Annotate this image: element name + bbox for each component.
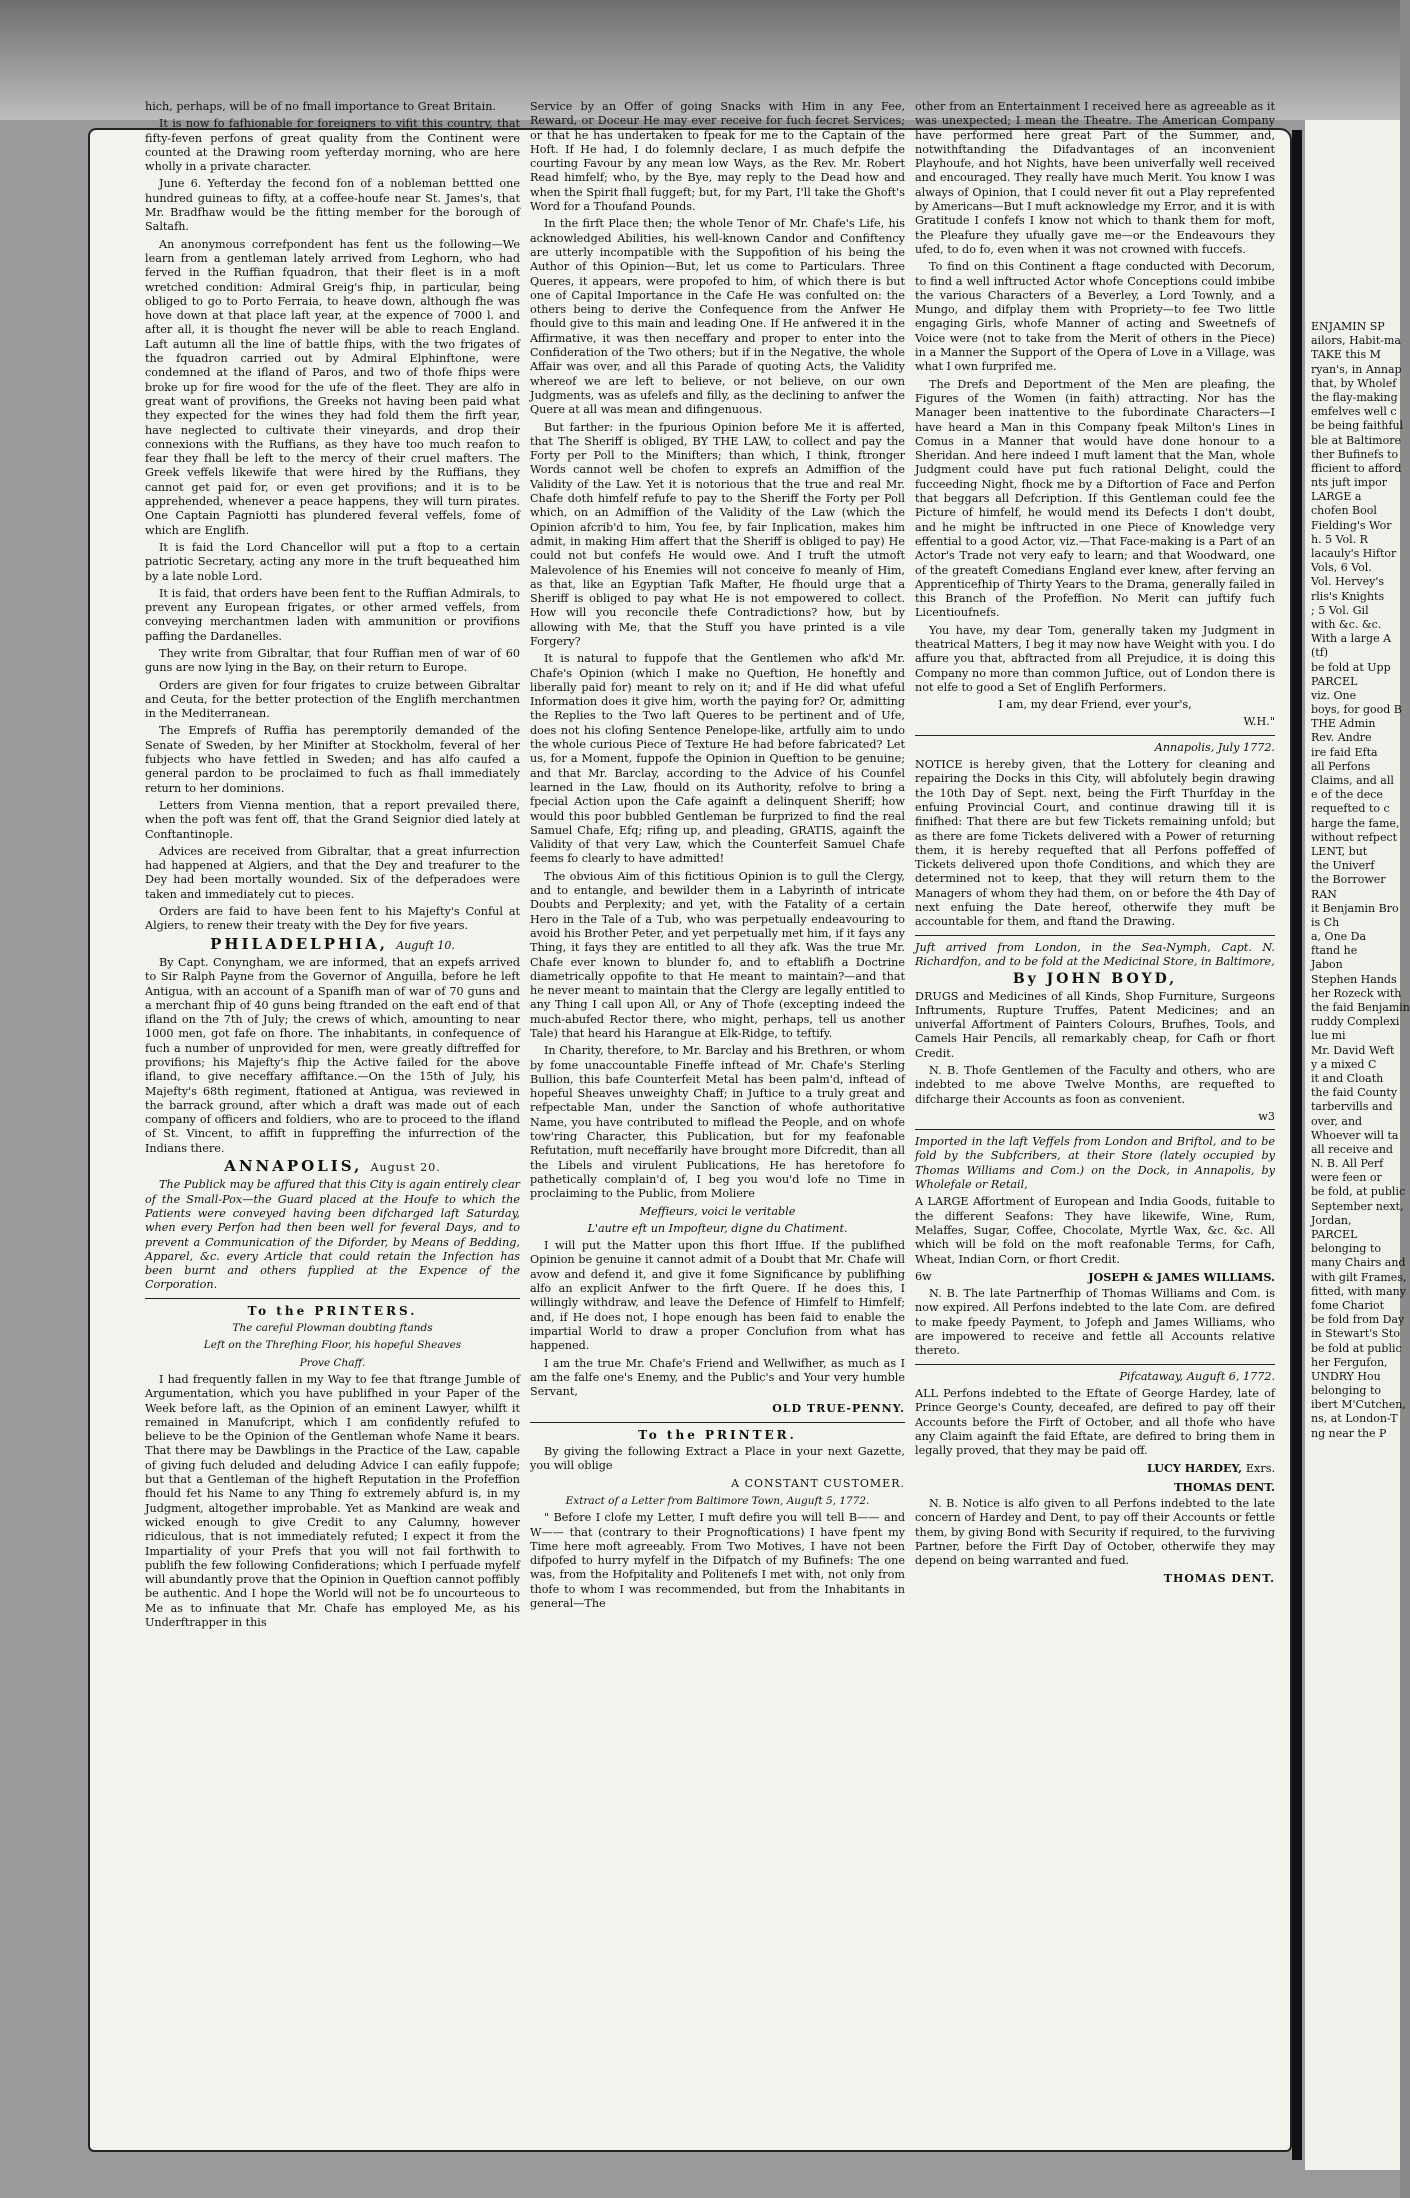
executor-name: LUCY HARDEY,: [1146, 1461, 1242, 1476]
article-text: hich, perhaps, will be of no fmall importance to Great Britain.: [145, 100, 496, 113]
divider: [915, 1129, 1275, 1130]
executor-line: [915, 1461, 1275, 1476]
adjacent-page-line: with &c. &c.: [1311, 617, 1382, 631]
adjacent-page-line: lacauly's Hiftor: [1311, 547, 1397, 560]
adjacent-page-line: ire faid Efta: [1311, 745, 1378, 759]
adjacent-page-line: many Chairs and: [1311, 1256, 1406, 1270]
advert-text: A LARGE Affortment of European and India Goods, fuitable to the different Seafons: They have likewife, Wine, Rum, Melaffes, Sugar, Coffee, Chocolate, Myrtle Wax, &c. &c. All which will be fold on the moft reafonable Terms, for Cafh, Wheat, Indian Corn, or fhort Credit.: [915, 1195, 1275, 1266]
article-text: Service by an Offer of going Snacks with Him in any Fee, Reward, or Doceur He may ever receive for fuch fecret Services; or that he has undertaken to fpeak for me to the Captain of the Hoft. If He had, I do folemnly declare, I as much defpife the courting Favour by any mean low Ways, as the Rev. Mr. Robert Read himfelf; who, by the Bye, may reply to the Dead how and when the Spirit fhall fuggeft; but, for my Part, I'll take the Ghoft's Word for a Thoufand Pounds.: [530, 100, 905, 214]
adjacent-page-line: without refpect: [1311, 830, 1398, 844]
adjacent-page-line: is Ch: [1311, 915, 1340, 929]
article-text: The Emprefs of Ruffia has peremptorily demanded of the Senate of Sweden, by her Minifter at Stockholm, feveral of her fubjects who have fettled in Sweden; and has alfo caufed a general pardon to be proclaimed to fuch as fhall immediately return to her dominions.: [145, 724, 520, 795]
article-text: An anonymous correfpondent has fent us the following—We learn from a gentleman lately arrived from Leghorn, who had ferved in the Ruffian fquadron, that their fleet is in a moft wretched condition: Admiral Greig's fhip, in particular, being obliged to go to Porto Ferraia, to heave down, although fhe was hove down at that place laft year, at the expence of 7000 l. and after all, it is thought fhe never will be able to reach England. Laft autumn all the line of battle fhips, with the two frigates of the fquadron carried out by Admiral Elphinftone, were condemned at the ifland of Paros, and two of thofe fhips were broke up for fire wood for the ufe of the fleet. They are alfo in great want of provifions, the Greeks not having been paid what they expected for the wines they had fold them the firft year, have neglected to cultivate their vineyards, and drop their connexions with the Ruffians, as they have too much reafon to fear they fhall be left to the mercy of their cruel mafters. The Greek veffels likewife that were hired by the Ruffians, they cannot get paid for, or even get provifions; and it is to be apprehended, whenever a peace happens, they will turn pirates. One Captain Pagniotti has plundered feveral veffels, fome of which are Englifh.: [145, 237, 520, 537]
signature: THOMAS DENT.: [1163, 1571, 1275, 1585]
article-text: I had frequently fallen in my Way to fee that ftrange Jumble of Argumentation, which you have publifhed in your Paper of the Week before laft, as the Opinion of an eminent Lawyer, whilft it remained in Manufcript, which I am confidently refufed to believe to be the Opinion of the Gentleman whofe Name it bears. That there may be Dawblings in the Practice of the Law, capable of giving fuch deluded and deluding Advice I can eafily fuppofe; but that a Gentleman of the higheft Reputation in the Profeffion fhould fet his Name to any Thing fo extremely abfurd is, in my Judgment, altogether improbable. Yet as Mankind are weak and wicked enough to give Credit to any Calumny, however ridiculous, that is not immediately refuted; I expect it from the Impartiality of your Prefs that you will not fail forthwith to publifh the few following Confiderations; which I perfuade myfelf will abundantly prove that the Opinion in Queftion cannot poffibly be authentic. And I hope the World will not be fo uncourteous to Me as to infinuate that Mr. Chafe has employed Me, as his Underftrapper in this: [145, 1372, 520, 1629]
adjacent-page-line: belonging to: [1311, 1242, 1382, 1256]
adjacent-page-line: her Fergufon,: [1311, 1355, 1388, 1369]
adjacent-page-line: the Univerf: [1311, 859, 1375, 873]
adjacent-page-line: be fold at Upp: [1311, 660, 1391, 674]
section-heading: To the PRINTERS.: [247, 1303, 418, 1318]
adjacent-page-line: lue mi: [1311, 1029, 1346, 1043]
adjacent-page-line: be fold at public: [1311, 1341, 1402, 1355]
dateline-heading: [145, 1159, 520, 1175]
article-text: By giving the following Extract a Place in your next Gazette, you will oblige: [530, 1445, 905, 1473]
advert-intro: Imported in the laft Veffels from London and Briftol, and to be fold by the Subfcribers, at their Store (lately occupied by Thomas Williams and Com.) on the Dock, in Annapolis, by Wholefale or Retail,: [915, 1135, 1275, 1192]
adjacent-page-line: Fielding's Wor: [1311, 518, 1392, 532]
city-name: ANNAPOLIS,: [224, 1157, 363, 1176]
adjacent-page-line: With a large A: [1311, 632, 1392, 646]
adjacent-page-line: it and Cloath: [1311, 1071, 1384, 1085]
signature: W.H.": [1243, 715, 1275, 729]
dateline: Annapolis, July 1772.: [1154, 740, 1275, 754]
adjacent-page-line: ng near the P: [1311, 1426, 1387, 1440]
quote-line: L'autre eft un Impofteur, digne du Chatiment.: [587, 1221, 848, 1235]
article-text: They write from Gibraltar, that four Ruffian men of war of 60 guns are now lying in the Bay, on their return to Europe.: [145, 646, 520, 675]
adjacent-page-line: Mr. David Weft: [1311, 1043, 1395, 1057]
adjacent-page-line: tarbervills and: [1311, 1100, 1393, 1114]
adjacent-page-line: that, by Wholef: [1311, 376, 1397, 390]
adjacent-page-line: it Benjamin Bro: [1311, 901, 1399, 915]
adjacent-page-line: ns, at London-T: [1311, 1412, 1398, 1426]
adjacent-page-line: all Perfons: [1311, 759, 1371, 773]
city-name: PHILADELPHIA,: [210, 934, 389, 953]
article-text: To find on this Continent a ftage conducted with Decorum, to find a well inftructed Actor whofe Conceptions could imbibe the various Characters of a Beverley, a Lord Townly, and a Mungo, and difplay them with Propriety—to fee Two little engaging Girls, whofe Manner of acting and Sweetnefs of Voice were (not to take from the Merit of others in the Piece) in a Manner the Support of the Opera of Love in a Village, was what I own furprifed me.: [915, 260, 1275, 374]
advert-signoff: [915, 1270, 1275, 1284]
adjacent-page-line: rlis's Knights: [1311, 589, 1385, 603]
adjacent-page-line: be fold, at public: [1311, 1185, 1406, 1199]
advertiser-name: By JOHN BOYD,: [1012, 971, 1178, 988]
adjacent-page-line: September next,: [1311, 1199, 1404, 1213]
adjacent-page-line: PARCEL: [1311, 674, 1358, 688]
advert-text: N. B. Thofe Gentlemen of the Faculty and others, who are indebted to me above Twelve Months, are requefted to difcharge their Accounts as foon as convenient.: [915, 1064, 1275, 1106]
notice-text: ALL Perfons indebted to the Eftate of George Hardey, late of Prince George's County, deceafed, are defired to pay off their Accounts before the Firft of October, and all thofe who have any Claim againft the faid Eftate, are defired to bring them in legally proved, that they may be paid off.: [915, 1386, 1275, 1458]
adjacent-page-line: the faid Benjamin: [1311, 1001, 1410, 1014]
divider: [530, 1422, 905, 1423]
adjacent-page-line: LENT, but: [1311, 844, 1368, 858]
adjacent-page-line: LARGE a: [1311, 490, 1362, 504]
adjacent-page-line: ryan's, in Annap: [1311, 362, 1402, 376]
adjacent-page-line: N. B. All Perf: [1311, 1157, 1384, 1171]
adjacent-page-line: Claims, and all: [1311, 774, 1394, 787]
adjacent-page-line: fome Chariot: [1311, 1298, 1385, 1312]
adjacent-page-line: Vols, 6 Vol.: [1311, 561, 1372, 575]
adjacent-page-line: requefted to c: [1311, 802, 1390, 816]
article-text: In Charity, therefore, to Mr. Barclay and his Brethren, or whom by fome unaccountable Fineffe inftead of Mr. Chafe's Sterling Bullion, this bafe Counterfeit Metal has been palm'd, inftead of hopeful Sheaves unweighty Chaff; in Juftice to a truly great and refpectable Man, under the Sanction of whofe authoritative Name, you have contributed to miflead the People, and on whofe tow'ring Character, this Publication, but for my feafonable Refutation, muft neceffarily have brought more Difcredit, than all the Libels and virulent Publications, He has heretofore fo pathetically complain'd of, I beg you wou'd lofe no Time in proclaiming to the Public, from Moliere: [530, 1044, 905, 1201]
advert-intro: Juft arrived from London, in the Sea-Nymph, Capt. N. Richardfon, and to be fold at the Medicinal Store, in Baltimore,: [915, 940, 1275, 968]
adjacent-page-line: UNDRY Hou: [1311, 1369, 1381, 1383]
adjacent-page-line: belonging to: [1311, 1384, 1382, 1398]
signature: OLD TRUE-PENNY.: [772, 1402, 905, 1416]
adjacent-page-line: Jordan,: [1311, 1213, 1352, 1227]
article-text: In the firft Place then; the whole Tenor of Mr. Chafe's Life, his acknowledged Abilities, his well-known Candor and Confiftency are utterly incompatible with the Suppofition of his being the Author of this Opinion—But, let us come to Particulars. Three Queres, it appears, were propofed to him, of which there is but one of Capital Importance in the Cafe He was confulted on: the others being to derive the Confequence from the Anfwer He fhould give to this main and leading One. If He anfwered it in the Affirmative, it was then neceffary and proper to enter into the Confideration of the Two others; but if in the Negative, the whole Affair was over, and all this Parade of quoting Acts, the Validity whereof we are left to believe, or not believe, on our own Judgments, was as ufelefs and filly, as the declining to anfwer the Quere at all was mean and difingenuous.: [530, 217, 905, 417]
adjacent-page-line: TAKE this M: [1311, 348, 1381, 362]
section-heading: To the PRINTER.: [638, 1427, 797, 1442]
adjacent-page-line: y a mixed C: [1311, 1057, 1377, 1071]
adjacent-page-line: were feen or: [1311, 1171, 1382, 1185]
adjacent-page-line: her Rozeck with: [1311, 986, 1402, 1000]
divider: [915, 1364, 1275, 1365]
article-text: I am the true Mr. Chafe's Friend and Wellwifher, as much as I am the falfe one's Enemy, and the Public's and Your very humble Servant,: [530, 1356, 905, 1399]
article-text: But farther: in the fpurious Opinion before Me it is afferted, that The Sheriff is obliged, BY THE LAW, to collect and pay the Forty per Poll to the Minifters; than which, I think, ftronger Words cannot well be chofen to exprefs an Admiffion of the Validity of the Law. Yet it is notorious that the true and real Mr. Chafe doth himfelf refufe to pay to the Sheriff the Forty per Poll which, on an Admiffion of the Validity of the Law (which the Opinion afcrib'd to him, You fee, by fair Inplication, makes him admit, in making Him affert that the Sheriff is obliged to pay) He could not but confefs He would owe. And I truft the utmoft Malevolence of his Enemies will not conceive fo meanly of Him, as that, like an Egyptian Tafk Mafter, He fhould urge that a Sheriff is obliged to pay what He is not empowered to collect. How will you reconcile thefe Contradictions? how, but by allowing with Me, that the Stuff you have printed is a vile Forgery?: [530, 420, 905, 648]
article-text: By Capt. Conyngham, we are informed, that an expefs arrived to Sir Ralph Payne from the Governor of Anguilla, before he left Antigua, with an account of a Spanifh man of war of 70 guns and a merchant fhip of 40 guns being ftranded on the eaft end of that ifland on the 7th of July; the crews of which, amounting to near 1000 men, got fafe on fhore. The inhabitants, in confequence of fuch a number of unprovided for men, were greatly diftreffed for provifions; his Majefty's fhip the Active failed for the above ifland, to give neceffary affiftance.—On the 15th of July, his Majefty's 68th regiment, ftationed at Antigua, was reviewed in the barrack ground, after which a draft was made out of each company of officers and foldiers, who are to proceed to the ifland of St. Vincent, to affift in fuppreffing the infurrection of the Indians there.: [145, 955, 520, 1155]
extract-heading: Extract of a Letter from Baltimore Town, Auguft 5, 1772.: [565, 1494, 870, 1507]
adjacent-page-line: over, and: [1311, 1114, 1363, 1128]
adjacent-page-line: the Borrower: [1311, 873, 1386, 887]
adjacent-page-line: chofen Bool: [1311, 504, 1377, 518]
adjacent-page-line: be fold from Day: [1311, 1313, 1405, 1327]
article-text: It is faid the Lord Chancellor will put a ftop to a certain patriotic Secretary, acting any more in the truft bequeathed him by a late noble Lord.: [145, 540, 520, 583]
adjacent-page-line: ; 5 Vol. Gil: [1311, 603, 1369, 617]
motto-line: The careful Plowman doubting ftands: [232, 1322, 433, 1335]
article-text: " Before I clofe my Letter, I muft defire you will tell B—— and W—— that (contrary to their Prognoftications) I have fpent my Time here moft agreeably. From Two Motives, I have not been difpofed to hurry myfelf in the Difpatch of my Bufinefs: The one was, from the Hofpitality and Politenefs I met with, not only from thofe to whom I was recommended, but from the Inhabitants in general—The: [530, 1511, 905, 1610]
adjacent-page-line: viz. One: [1311, 688, 1357, 702]
adjacent-page-line: PARCEL: [1311, 1228, 1358, 1241]
motto-line: Left on the Threfhing Floor, his hopeful Sheaves: [203, 1339, 462, 1352]
notice-text: N. B. Notice is alfo given to all Perfons indebted to the late concern of Hardey and Dent, to pay off their Accounts or fettle them, by giving Bond with Security if required, to the furviving Partner, before the Firft Day of October, otherwife they may depend on being warranted and fued.: [915, 1497, 1275, 1568]
adjacent-page-line: ftand he: [1311, 944, 1358, 958]
adjacent-page-line: boys, for good B: [1311, 703, 1402, 717]
article-text: I will put the Matter upon this fhort Iffue. If the publifhed Opinion be genuine it cannot admit of a Doubt that Mr. Chafe will avow and defend it, and give it fome Significance by publifhing alfo an explicit Anfwer to the firft Quere. If he does this, I willingly withdraw, and leave the Defence of Himfelf to Himfelf; and, if He does not, I hope enough has been faid to enable the impartial World to draw a proper Conclufion from what has happened.: [530, 1239, 905, 1353]
motto-line: Prove Chaff.: [299, 1356, 366, 1369]
dateline: Pifcataway, Auguft 6, 1772.: [1119, 1369, 1275, 1383]
adjacent-page-line: ble at Baltimore: [1311, 433, 1401, 447]
adjacent-page-line: all receive and: [1311, 1142, 1393, 1156]
article-text: It is faid, that orders have been fent to the Ruffian Admirals, to prevent any European frigates, or other armed veffels, from conveying merchantmen laden with ammunition or provifions paffing the Dardanelles.: [145, 586, 520, 643]
article-text: June 6. Yefterday the fecond fon of a nobleman bettted one hundred guineas to fifty, at a coffee-houfe near St. James's, that Mr. Bradfhaw would be the fitting member for the borough of Saltafh.: [145, 177, 520, 234]
adjacent-page-line: Jabon: [1311, 958, 1343, 972]
column-1: [145, 100, 520, 1633]
article-text: The Drefs and Deportment of the Men are pleafing, the Figures of the Women (in faith) attracting. Nor has the Manager been inattentive to the fubordinate Characters—I have heard a Man in this Company fpeak Milton's Lines in Comus in a Manner that would have done honour to a Sheridan. And here indeed I muft lament that the Man, whole Judgment could have put fuch rational Delight, could the fucceeding Night, fhock me by a Diftortion of Face and Perfon that beggars all Defcription. If this Gentleman could fee the Picture of himfelf, he would mend its Defects I don't doubt, and he might be inftructed in one Piece of Knowledge very effential to a good Actor, viz.—That Face-making is a Part of an Actor's Trade not very eafy to learn; and that Woodward, one of the greateft Comedians England ever knew, after ferving an Apprenticefhip of Thirty Years to the Drama, generally failed in this Branch of the Profeffion. No Merit can juftify fuch Licentioufnefs.: [915, 377, 1275, 620]
adjacent-page-line: THE Admin: [1311, 717, 1376, 731]
closing-line: I am, my dear Friend, ever your's,: [998, 698, 1192, 712]
notice-text: NOTICE is hereby given, that the Lottery for cleaning and repairing the Docks in this City, will abfolutely begin drawing the 10th Day of Sept. next, being the Firft Thurfday in the enfuing Provincial Court, and continue drawing till it is finifhed: That there are but few Tickets remaining unfold; but as there are fome Tickets delivered with a Power of returning them, it is hereby requefted that all Perfons poffeffed of Tickets delivered upon thofe Conditions, and which they are determined not to keep, that they will return them to the Managers of whom they had them, on or before the 4th Day of next enfuing the Date hereof, otherwife they muft be accountable for them, and ftand the Drawing.: [915, 758, 1275, 929]
adjacent-page-line: Vol. Hervey's: [1311, 575, 1385, 589]
divider: [915, 935, 1275, 936]
dateline-date: Auguft 10.: [396, 938, 455, 952]
advert-text: DRUGS and Medicines of all Kinds, Shop Furniture, Surgeons Inftruments, Rupture Truffes, Patent Medicines; and an univerfal Affortment of Painters Colours, Brufhes, Tools, and Camels Hair Pencils, all remarkably cheap, for Cafh or fhort Credit.: [915, 989, 1275, 1060]
divider: [145, 1298, 520, 1299]
adjacent-page-line: be being faithful: [1311, 419, 1404, 433]
article-text: The Publick may be affured that this City is again entirely clear of the Small-Pox—the Guard placed at the Houfe to which the Patients were conveyed having been difcharged laft Saturday, when every Perfon had then been well for feveral Days, and to prevent a Communication of the Diforder, by Means of Bedding, Apparel, &c. every Article that could retain the Infection has been burnt and others fupplied at the Expence of the Corporation.: [145, 1178, 520, 1292]
article-text: Advices are received from Gibraltar, that a great infurrection had happened at Algiers, and that the Dey and treafurer to the Dey had been mortally wounded. Six of the defperadoes were taken and immediately cut to pieces.: [145, 844, 520, 901]
adjacent-page-line: h. 5 Vol. R: [1311, 532, 1368, 546]
adjacent-page-line: nts juft impor: [1311, 476, 1388, 490]
adjacent-page-line: the faid County: [1311, 1086, 1398, 1100]
adjacent-page-line: in Stewart's Sto: [1311, 1327, 1400, 1341]
adjacent-page-line: Whoever will ta: [1311, 1128, 1399, 1142]
quote-line: Meffieurs, voici le veritable: [639, 1204, 796, 1218]
ad-code: w3: [1258, 1109, 1275, 1123]
adjacent-page-line: ruddy Complexi: [1311, 1015, 1400, 1029]
signature: A CONSTANT CUSTOMER.: [731, 1476, 905, 1490]
advert-text: N. B. The late Partnerfhip of Thomas Williams and Com. is now expired. All Perfons indebted to the late Com. are defired to make fpeedy Payment, to Jofeph and James Williams, who are impowered to receive and fettle all Accounts relative thereto.: [915, 1287, 1275, 1358]
article-text: It is now fo fafhionable for foreigners to vifit this country, that fifty-feven perfons of great quality from the Continent were counted at the Drawing room yefterday morning, who are here wholly in a private character.: [145, 117, 520, 174]
adjacent-page-line: fficient to afford: [1311, 461, 1402, 475]
column-3: [915, 100, 1275, 1589]
executor-name: THOMAS DENT.: [1174, 1479, 1275, 1494]
adjacent-page-line: with gilt Frames,: [1311, 1270, 1407, 1284]
adjacent-page-line: Rev. Andre: [1311, 731, 1372, 745]
article-text: Orders are faid to have been fent to his Majefty's Conful at Algiers, to renew their treaty with the Dey for five years.: [145, 905, 520, 933]
dateline-heading: [145, 934, 520, 953]
ad-code: 6w: [915, 1269, 932, 1283]
dateline-date: August 20.: [370, 1161, 441, 1175]
article-text: The obvious Aim of this fictitious Opinion is to gull the Clergy, and to entangle, and bewilder them in a Labyrinth of intricate Doubts and Perplexity; and yet, with the Fatality of a certain Hero in the Tale of a Tub, who was perpetually endeavouring to avoid his Brother Peter, and yet perpetually met him, if it fays any Thing, it fays they are entitled to all they afk. Was the true Mr. Chafe ever known to blunder fo, and to eftablifh a Doctrine diametrically oppofite to that He meant to maintain?—and that he never meant to maintain that the Clergy are legally entitled to any Thing I call upon All, or Any of Thofe (excepting indeed the much-abufed Rector there, who might, perhaps, tell us another Tale) that heard his Harangue at Elk-Ridge, to teftify.: [530, 869, 905, 1040]
article-text: Orders are given for four frigates to cruize between Gibraltar and Ceuta, for the better protection of the Englifh merchantmen in the Mediterranean.: [145, 678, 520, 721]
page-gutter: [1292, 130, 1302, 2160]
adjacent-page-line: ailors, Habit-ma: [1311, 334, 1401, 348]
adjacent-page-line: ibert M'Cutchen,: [1311, 1398, 1406, 1412]
adjacent-page-line: ENJAMIN SP: [1311, 320, 1385, 333]
adjacent-page-line: the flay-making: [1311, 390, 1398, 404]
adjacent-page-line: (tf): [1311, 646, 1329, 660]
adjacent-page-edge: [1305, 120, 1410, 2170]
adjacent-page-line: ther Bufinefs to: [1311, 447, 1399, 461]
column-2: [530, 100, 905, 1614]
article-text: It is natural to fuppofe that the Gentlemen who afk'd Mr. Chafe's Opinion (which I make no Queftion, He honeftly and liberally paid for) meant to rely on it; and if He did what ufeful Information does it give him, worth the paying for? Or, admitting the Replies to the Two laft Queres to be pertinent and of Ufe, does not his clofing Sentence Penelope-like, artfully aim to undo the whole curious Piece of Texture He had before fabricated? Let us, for a Moment, fuppofe the Opinion in Queftion to be genuine; and that Mr. Barclay, according to the Advice of his Counfel learned in the Law, fhould on its Authority, refolve to bring a fpecial Action upon the Cafe againft a delinquent Sheriff; how would this poor bubbled Gentleman be furprized to find the real Samuel Chafe, Efq; rifing up, and pleading, GRATIS, againft the Validity of that very Law, which the Counterfeit Samuel Chafe feems fo clearly to have admitted!: [530, 652, 905, 866]
adjacent-page-line: emfelves well c: [1311, 405, 1397, 419]
article-text: Letters from Vienna mention, that a report prevailed there, when the poft was fent off, that the Grand Seignior died lately at Conftantinople.: [145, 798, 520, 841]
article-text: You have, my dear Tom, generally taken my Judgment in theatrical Matters, I beg it may now have Weight with you. I do affure you that, abftracted from all Prejudice, it is doing this Company no more than common Juftice, out of London there is not elfe to good a Set of Englifh Performers.: [915, 623, 1275, 694]
adjacent-page-text: [1311, 320, 1410, 1441]
adjacent-page-line: a, One Da: [1311, 930, 1367, 944]
adjacent-page-line: harge the fame,: [1311, 816, 1400, 830]
article-text: other from an Entertainment I received here as agreeable as it was unexpected; I mean the Theatre. The American Company have performed here great Part of the Summer, and, notwithftanding the Difadvantages of an inconvenient Playhoufe, and hot Nights, have been univerfally well received and encouraged. They really have much Merit. You know I was always of Opinion, that I could never fit out a Play reprefented by Americans—But I muft acknowledge my Error, and it is with Gratitude I confefs I know not which to thank them for moft, the Pleafure they ufually gave me—or the Endeavours they ufed, to do fo, even when it was not crowned with fuccefs.: [915, 100, 1275, 256]
divider: [915, 735, 1275, 736]
adjacent-page-line: e of the dece: [1311, 788, 1383, 802]
executor-label: Exrs.: [1245, 1462, 1275, 1476]
advertiser-name: JOSEPH & JAMES WILLIAMS.: [1088, 1269, 1275, 1284]
adjacent-page-line: RAN: [1311, 887, 1337, 901]
adjacent-page-line: Stephen Hands: [1311, 972, 1397, 986]
adjacent-page-line: fitted, with many: [1311, 1284, 1406, 1298]
